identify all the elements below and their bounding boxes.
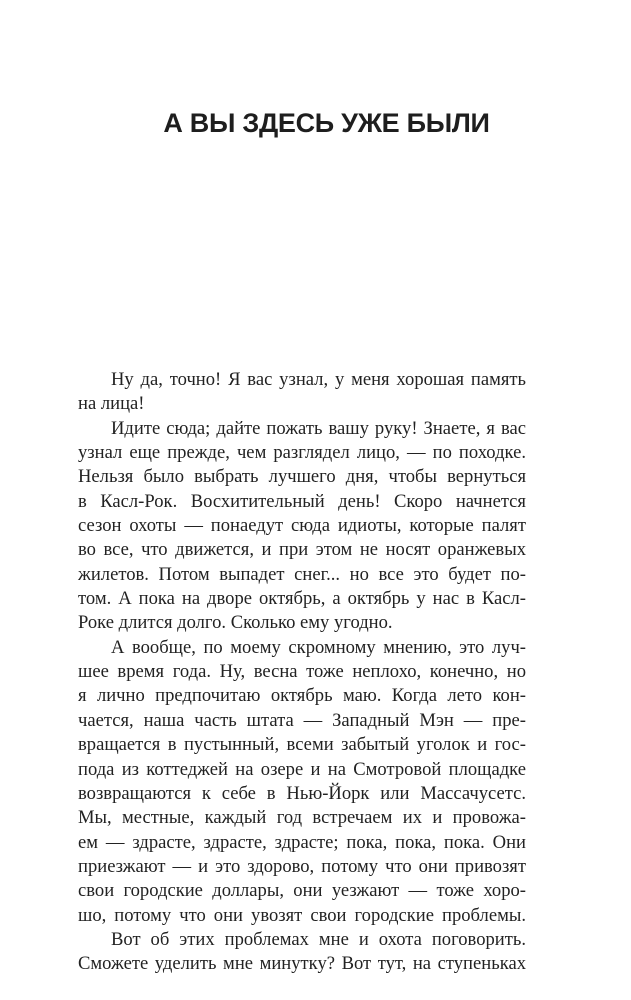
text-line: свои городские доллары, они уезжают — тоже хоро- (78, 880, 526, 902)
text-line: шее время года. Ну, весна тоже неплохо, конечно, но (78, 661, 526, 683)
text-line: пода из коттеджей на озере и на Смотровой площадке (78, 758, 526, 780)
text-line: Мы, местные, каждый год встречаем их и провожа- (78, 807, 526, 829)
text-line: А вообще, по моему скромному мнению, это луч- (111, 636, 526, 658)
text-line: том. А пока на дворе октябрь, а октябрь у нас в Касл- (78, 588, 526, 610)
text-line: Идите сюда; дайте пожать вашу руку! Знаете, я вас (111, 417, 526, 439)
text-line: Роке длится долго. Сколько ему угодно. (78, 612, 393, 634)
text-line: узнал еще прежде, чем разглядел лицо, — по походке. (78, 442, 526, 464)
chapter-body (78, 368, 526, 977)
text-line: вращается в пустынный, всеми забытый уголок и гос- (78, 734, 526, 756)
text-line: приезжают — и это здорово, потому что они привозят (78, 855, 526, 877)
text-line: сезон охоты — понаедут сюда идиоты, которые палят (78, 515, 526, 537)
text-line: я лично предпочитаю октябрь маю. Когда лето кон- (78, 685, 526, 707)
text-line: возвращаются к себе в Нью-Йорк или Массачусетс. (78, 782, 526, 804)
text-line: ем — здрасте, здрасте, здрасте; пока, пока, пока. Они (78, 831, 526, 853)
text-line: шо, потому что они увозят свои городские проблемы. (78, 904, 526, 926)
text-line: Нельзя было выбрать лучшего дня, чтобы вернуться (78, 466, 526, 488)
chapter-title: А ВЫ ЗДЕСЬ УЖЕ БЫЛИ (163, 108, 490, 139)
text-line: Сможете уделить мне минутку? Вот тут, на ступеньках (78, 953, 526, 975)
text-line: жилетов. Потом выпадет снег... но все это будет по- (78, 563, 526, 585)
text-line: во все, что движется, и при этом не носят оранжевых (78, 539, 526, 561)
text-line: Вот об этих проблемах мне и охота поговорить. (111, 928, 526, 950)
text-line: на лица! (78, 393, 145, 415)
text-line: чается, наша часть штата — Западный Мэн — пре- (78, 709, 526, 731)
text-line: в Касл-Рок. Восхитительный день! Скоро начнется (78, 490, 526, 512)
text-line: Ну да, точно! Я вас узнал, у меня хорошая память (111, 369, 526, 390)
